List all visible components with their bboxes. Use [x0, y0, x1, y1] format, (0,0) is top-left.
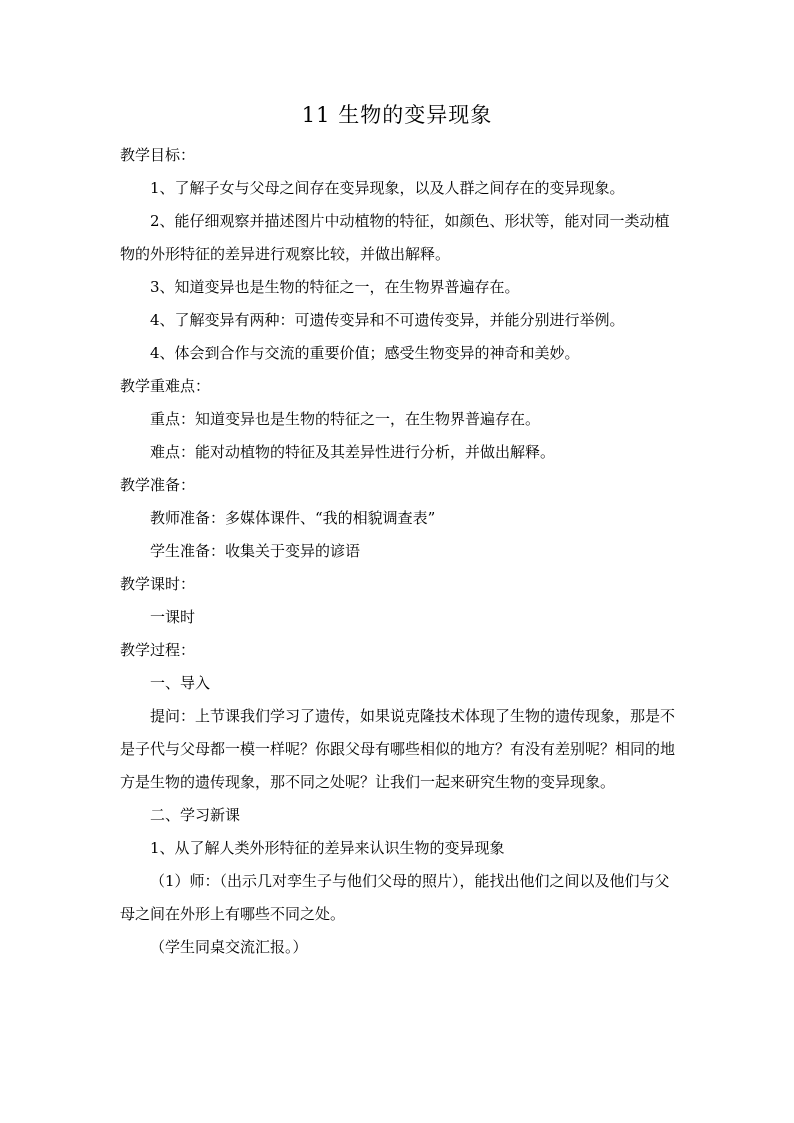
prep-heading: 教学准备：: [120, 476, 196, 494]
prep-item: 学生准备：收集关于变异的谚语: [150, 542, 361, 560]
process-part2-item1: 1、从了解人类外形特征的差异来认识生物的变异现象: [150, 839, 505, 857]
goal-item: 2、能仔细观察并描述图片中动植物的特征，如颜色、形状等，能对同一类动植物的外形特征的差异进行观察比较，并做出解释。: [120, 212, 670, 263]
goal-item: 4、了解变异有两种：可遗传变异和不可遗传变异，并能分别进行举例。: [150, 311, 625, 329]
goal-item: 4、体会到合作与交流的重要价值；感受生物变异的神奇和美妙。: [150, 344, 580, 362]
document-body: [120, 139, 680, 964]
process-part1-heading: 一、导入: [150, 674, 211, 692]
hours-heading: 教学课时：: [120, 575, 196, 593]
process-part2-note: （学生同桌交流汇报。）: [150, 938, 308, 956]
prep-item: 教师准备：多媒体课件、“我的相貌调查表”: [150, 509, 436, 527]
goal-item: 3、知道变异也是生物的特征之一，在生物界普遍存在。: [150, 278, 520, 296]
process-part1-text: 提问：上节课我们学习了遗传，如果说克隆技术体现了生物的遗传现象，那是不是子代与父母都一模一样呢？你跟父母有哪些相似的地方？有没有差别呢？相同的地方是生物的遗传现象，那不同之处呢？让我们一起来研究生物的变异现象。: [120, 707, 676, 791]
goal-item: 1、了解子女与父母之间存在变异现象，以及人群之间存在的变异现象。: [150, 179, 625, 197]
process-heading: 教学过程：: [120, 641, 196, 659]
keypoints-heading: 教学重难点：: [120, 377, 211, 395]
keypoint-item: 难点：能对动植物的特征及其差异性进行分析，并做出解释。: [150, 443, 556, 461]
process-part2-question: （1）师：（出示几对孪生子与他们父母的照片），能找出他们之间以及他们与父母之间在外形上有哪些不同之处。: [120, 872, 670, 923]
goals-heading: 教学目标：: [120, 146, 196, 164]
hours-value: 一课时: [150, 608, 196, 626]
keypoint-item: 重点：知道变异也是生物的特征之一，在生物界普遍存在。: [150, 410, 541, 428]
document-title: 11 生物的变异现象: [301, 103, 493, 127]
process-part2-heading: 二、学习新课: [150, 806, 241, 824]
